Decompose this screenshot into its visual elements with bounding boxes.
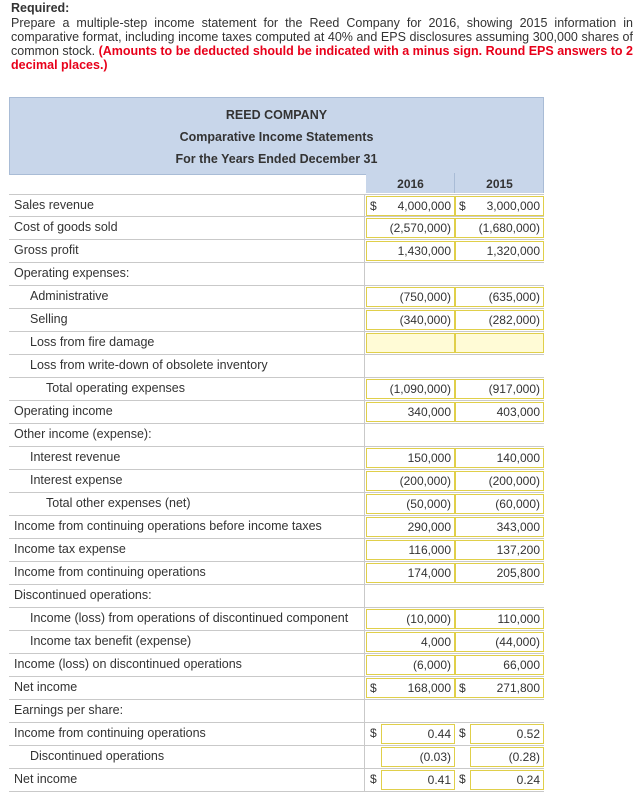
amount-input-2015[interactable] — [455, 379, 544, 399]
column-divider — [364, 769, 365, 791]
statement-title: Comparative Income Statements — [179, 130, 374, 144]
amount-input-2016[interactable] — [366, 287, 455, 307]
year-header-2015: 2015 — [486, 177, 513, 191]
amount-input-2015[interactable] — [455, 517, 544, 537]
amount-input-2016[interactable] — [366, 540, 455, 560]
row-gross-profit — [9, 240, 544, 263]
column-divider — [364, 470, 365, 492]
amount-input-2016[interactable] — [366, 471, 455, 491]
row-label: Operating income — [14, 404, 113, 418]
amount-value: 174,000 — [407, 566, 451, 580]
amount-input-2016[interactable] — [366, 379, 455, 399]
column-divider — [364, 654, 365, 676]
row-income-before-taxes — [9, 516, 544, 539]
amount-value: 4,000,000 — [397, 199, 451, 213]
amount-input-2015[interactable] — [455, 218, 544, 238]
column-divider — [364, 585, 365, 607]
row-interest-revenue — [9, 447, 544, 470]
instructions-note: (Amounts to be deducted should be indicated with a minus sign. Round EPS answers to 2 decimal places.) — [11, 44, 633, 72]
amount-value: 0.24 — [516, 773, 540, 787]
column-divider — [364, 723, 365, 745]
dollar-sign-2016: $ — [370, 726, 377, 740]
amount-value: (50,000) — [406, 497, 451, 511]
column-divider — [364, 401, 365, 423]
amount-value: 137,200 — [496, 543, 540, 557]
amount-value: (0.28) — [508, 750, 540, 764]
amount-value: (635,000) — [488, 290, 540, 304]
amount-value: (44,000) — [495, 635, 540, 649]
row-label: Income tax expense — [14, 542, 126, 556]
amount-input-2015[interactable] — [455, 310, 544, 330]
row-other-income-heading — [9, 424, 544, 447]
column-divider — [364, 195, 365, 217]
row-label: Net income — [14, 772, 78, 786]
row-net-income — [9, 677, 544, 700]
row-label: Income from continuing operations — [14, 565, 206, 579]
row-label: Administrative — [30, 289, 109, 303]
dollar-sign: $ — [370, 199, 377, 213]
amount-input-2016[interactable] — [366, 448, 455, 468]
amount-input-2016[interactable] — [366, 632, 455, 652]
amount-input-2015[interactable] — [455, 471, 544, 491]
column-divider — [364, 493, 365, 515]
amount-value: (750,000) — [399, 290, 451, 304]
amount-input-2016[interactable] — [366, 333, 455, 353]
column-divider — [364, 217, 365, 239]
income-statement — [9, 97, 544, 792]
row-income-continuing-ops — [9, 562, 544, 585]
row-total-operating-expenses — [9, 378, 544, 401]
amount-value: 150,000 — [407, 451, 451, 465]
amount-value: 140,000 — [496, 451, 540, 465]
amount-value: 340,000 — [407, 405, 451, 419]
amount-value: 168,000 — [407, 681, 451, 695]
amount-input-2016[interactable] — [366, 196, 455, 216]
amount-input-2016[interactable] — [381, 770, 455, 790]
amount-value: 4,000 — [420, 635, 451, 649]
row-income-discontinued-component — [9, 608, 544, 631]
row-label: Earnings per share: — [14, 703, 124, 717]
amount-input-2015[interactable] — [455, 402, 544, 422]
dollar-sign-2015: $ — [459, 772, 466, 786]
amount-value: 0.52 — [516, 727, 540, 741]
instructions-body: Prepare a multiple-step income statement for the Reed Company for 2016, showing 2015 information in comparative format, including income taxes computed at 40% and EPS disclosures assuming 300,000 shares of common stock. — [11, 16, 633, 58]
column-divider — [364, 746, 365, 768]
row-selling — [9, 309, 544, 332]
row-label: Loss from fire damage — [30, 335, 155, 349]
amount-value: 110,000 — [497, 612, 540, 626]
instructions-text — [11, 16, 633, 72]
amount-input-2016[interactable] — [381, 724, 455, 744]
amount-input-2015[interactable] — [455, 333, 544, 353]
amount-value: 343,000 — [496, 520, 540, 534]
column-divider — [364, 240, 365, 262]
amount-input-2016[interactable] — [366, 563, 455, 583]
row-administrative — [9, 286, 544, 309]
amount-value: 0.41 — [427, 773, 451, 787]
row-label: Income (loss) from operations of discontinued component — [30, 611, 349, 625]
row-income-tax-benefit — [9, 631, 544, 654]
row-label: Total other expenses (net) — [46, 496, 191, 510]
column-divider — [364, 309, 365, 331]
year-header-2016: 2016 — [397, 177, 424, 191]
amount-input-2016[interactable] — [381, 747, 455, 767]
amount-input-2015[interactable] — [455, 632, 544, 652]
amount-input-2016[interactable] — [366, 402, 455, 422]
row-cost-of-goods-sold — [9, 217, 544, 240]
row-label: Income tax benefit (expense) — [30, 634, 192, 648]
row-eps-discontinued-ops — [9, 746, 544, 769]
amount-input-2016[interactable] — [366, 218, 455, 238]
amount-input-2015[interactable] — [455, 678, 544, 698]
amount-input-2015[interactable] — [470, 747, 544, 767]
amount-value: 0.44 — [427, 727, 451, 741]
amount-input-2016[interactable] — [366, 655, 455, 675]
statement-period: For the Years Ended December 31 — [175, 152, 378, 166]
row-label: Other income (expense): — [14, 427, 152, 441]
amount-value: 116,000 — [408, 543, 451, 557]
amount-value: (6,000) — [412, 658, 451, 672]
row-label: Selling — [30, 312, 68, 326]
row-income-on-discontinued-ops — [9, 654, 544, 677]
amount-input-2015[interactable] — [455, 540, 544, 560]
row-loss-from-write-down — [9, 355, 544, 378]
row-label: Net income — [14, 680, 78, 694]
amount-input-2015[interactable] — [455, 563, 544, 583]
column-divider — [364, 539, 365, 561]
row-eps-net-income — [9, 769, 544, 792]
amount-input-2015[interactable] — [455, 448, 544, 468]
dollar-sign: $ — [459, 681, 466, 695]
amount-value: 205,800 — [496, 566, 540, 580]
amount-value: (0.03) — [419, 750, 451, 764]
amount-input-2016[interactable] — [366, 517, 455, 537]
row-label: Loss from write-down of obsolete inventory — [30, 358, 268, 372]
required-heading: Required: — [11, 1, 70, 15]
row-label: Cost of goods sold — [14, 220, 118, 234]
row-income-tax-expense — [9, 539, 544, 562]
amount-input-2016[interactable] — [366, 678, 455, 698]
amount-input-2015[interactable] — [455, 196, 544, 216]
amount-value: 1,320,000 — [486, 244, 540, 258]
row-sales-revenue — [9, 194, 544, 217]
amount-input-2016[interactable] — [366, 609, 455, 629]
amount-value: 271,800 — [496, 681, 540, 695]
row-label: Interest expense — [30, 473, 123, 487]
amount-value: (282,000) — [488, 313, 540, 327]
amount-value: 66,000 — [503, 658, 540, 672]
row-label: Operating expenses: — [14, 266, 130, 280]
amount-input-2015[interactable] — [455, 609, 544, 629]
row-eps-continuing-ops — [9, 723, 544, 746]
amount-input-2015[interactable] — [470, 724, 544, 744]
column-divider — [364, 631, 365, 653]
amount-value: 290,000 — [407, 520, 451, 534]
row-operating-expenses-heading — [9, 263, 544, 286]
row-label: Income from continuing operations — [14, 726, 206, 740]
row-operating-income — [9, 401, 544, 424]
amount-value: (200,000) — [488, 474, 540, 488]
amount-value: (1,090,000) — [389, 382, 451, 396]
column-divider — [364, 608, 365, 630]
amount-input-2015[interactable] — [455, 287, 544, 307]
column-divider — [364, 562, 365, 584]
amount-input-2015[interactable] — [455, 494, 544, 514]
row-label: Gross profit — [14, 243, 79, 257]
row-label: Income from continuing operations before income taxes — [14, 519, 322, 533]
row-label: Income (loss) on discontinued operations — [14, 657, 242, 671]
row-discontinued-ops-heading — [9, 585, 544, 608]
row-label: Interest revenue — [30, 450, 121, 464]
column-divider — [364, 424, 365, 446]
amount-value: 403,000 — [496, 405, 540, 419]
amount-value: (200,000) — [399, 474, 451, 488]
row-eps-heading — [9, 700, 544, 723]
dollar-sign: $ — [459, 199, 466, 213]
company-name: REED COMPANY — [225, 108, 328, 122]
column-divider — [364, 516, 365, 538]
row-label: Discontinued operations — [30, 749, 165, 763]
amount-value: (917,000) — [488, 382, 540, 396]
column-divider — [364, 447, 365, 469]
row-label: Discontinued operations: — [14, 588, 152, 602]
amount-input-2015[interactable] — [455, 241, 544, 261]
column-divider — [364, 378, 365, 400]
amount-value: (2,570,000) — [389, 221, 451, 235]
dollar-sign: $ — [370, 681, 377, 695]
amount-input-2016[interactable] — [366, 494, 455, 514]
dollar-sign-2016: $ — [370, 772, 377, 786]
column-divider — [364, 263, 365, 285]
column-divider — [364, 677, 365, 699]
row-loss-from-fire-damage — [9, 332, 544, 355]
column-divider — [364, 332, 365, 354]
row-label: Sales revenue — [14, 198, 94, 212]
amount-value: (60,000) — [495, 497, 540, 511]
column-divider — [364, 355, 365, 377]
row-interest-expense — [9, 470, 544, 493]
amount-value: (1,680,000) — [478, 221, 540, 235]
column-divider — [364, 286, 365, 308]
column-divider — [364, 700, 365, 722]
amount-input-2016[interactable] — [366, 310, 455, 330]
row-label: Total operating expenses — [46, 381, 185, 395]
amount-value: (340,000) — [399, 313, 451, 327]
row-total-other-expenses — [9, 493, 544, 516]
dollar-sign-2015: $ — [459, 726, 466, 740]
amount-input-2015[interactable] — [470, 770, 544, 790]
amount-value: 3,000,000 — [486, 199, 540, 213]
amount-value: (10,000) — [406, 612, 451, 626]
amount-input-2015[interactable] — [455, 655, 544, 675]
amount-value: 1,430,000 — [397, 244, 451, 258]
amount-input-2016[interactable] — [366, 241, 455, 261]
